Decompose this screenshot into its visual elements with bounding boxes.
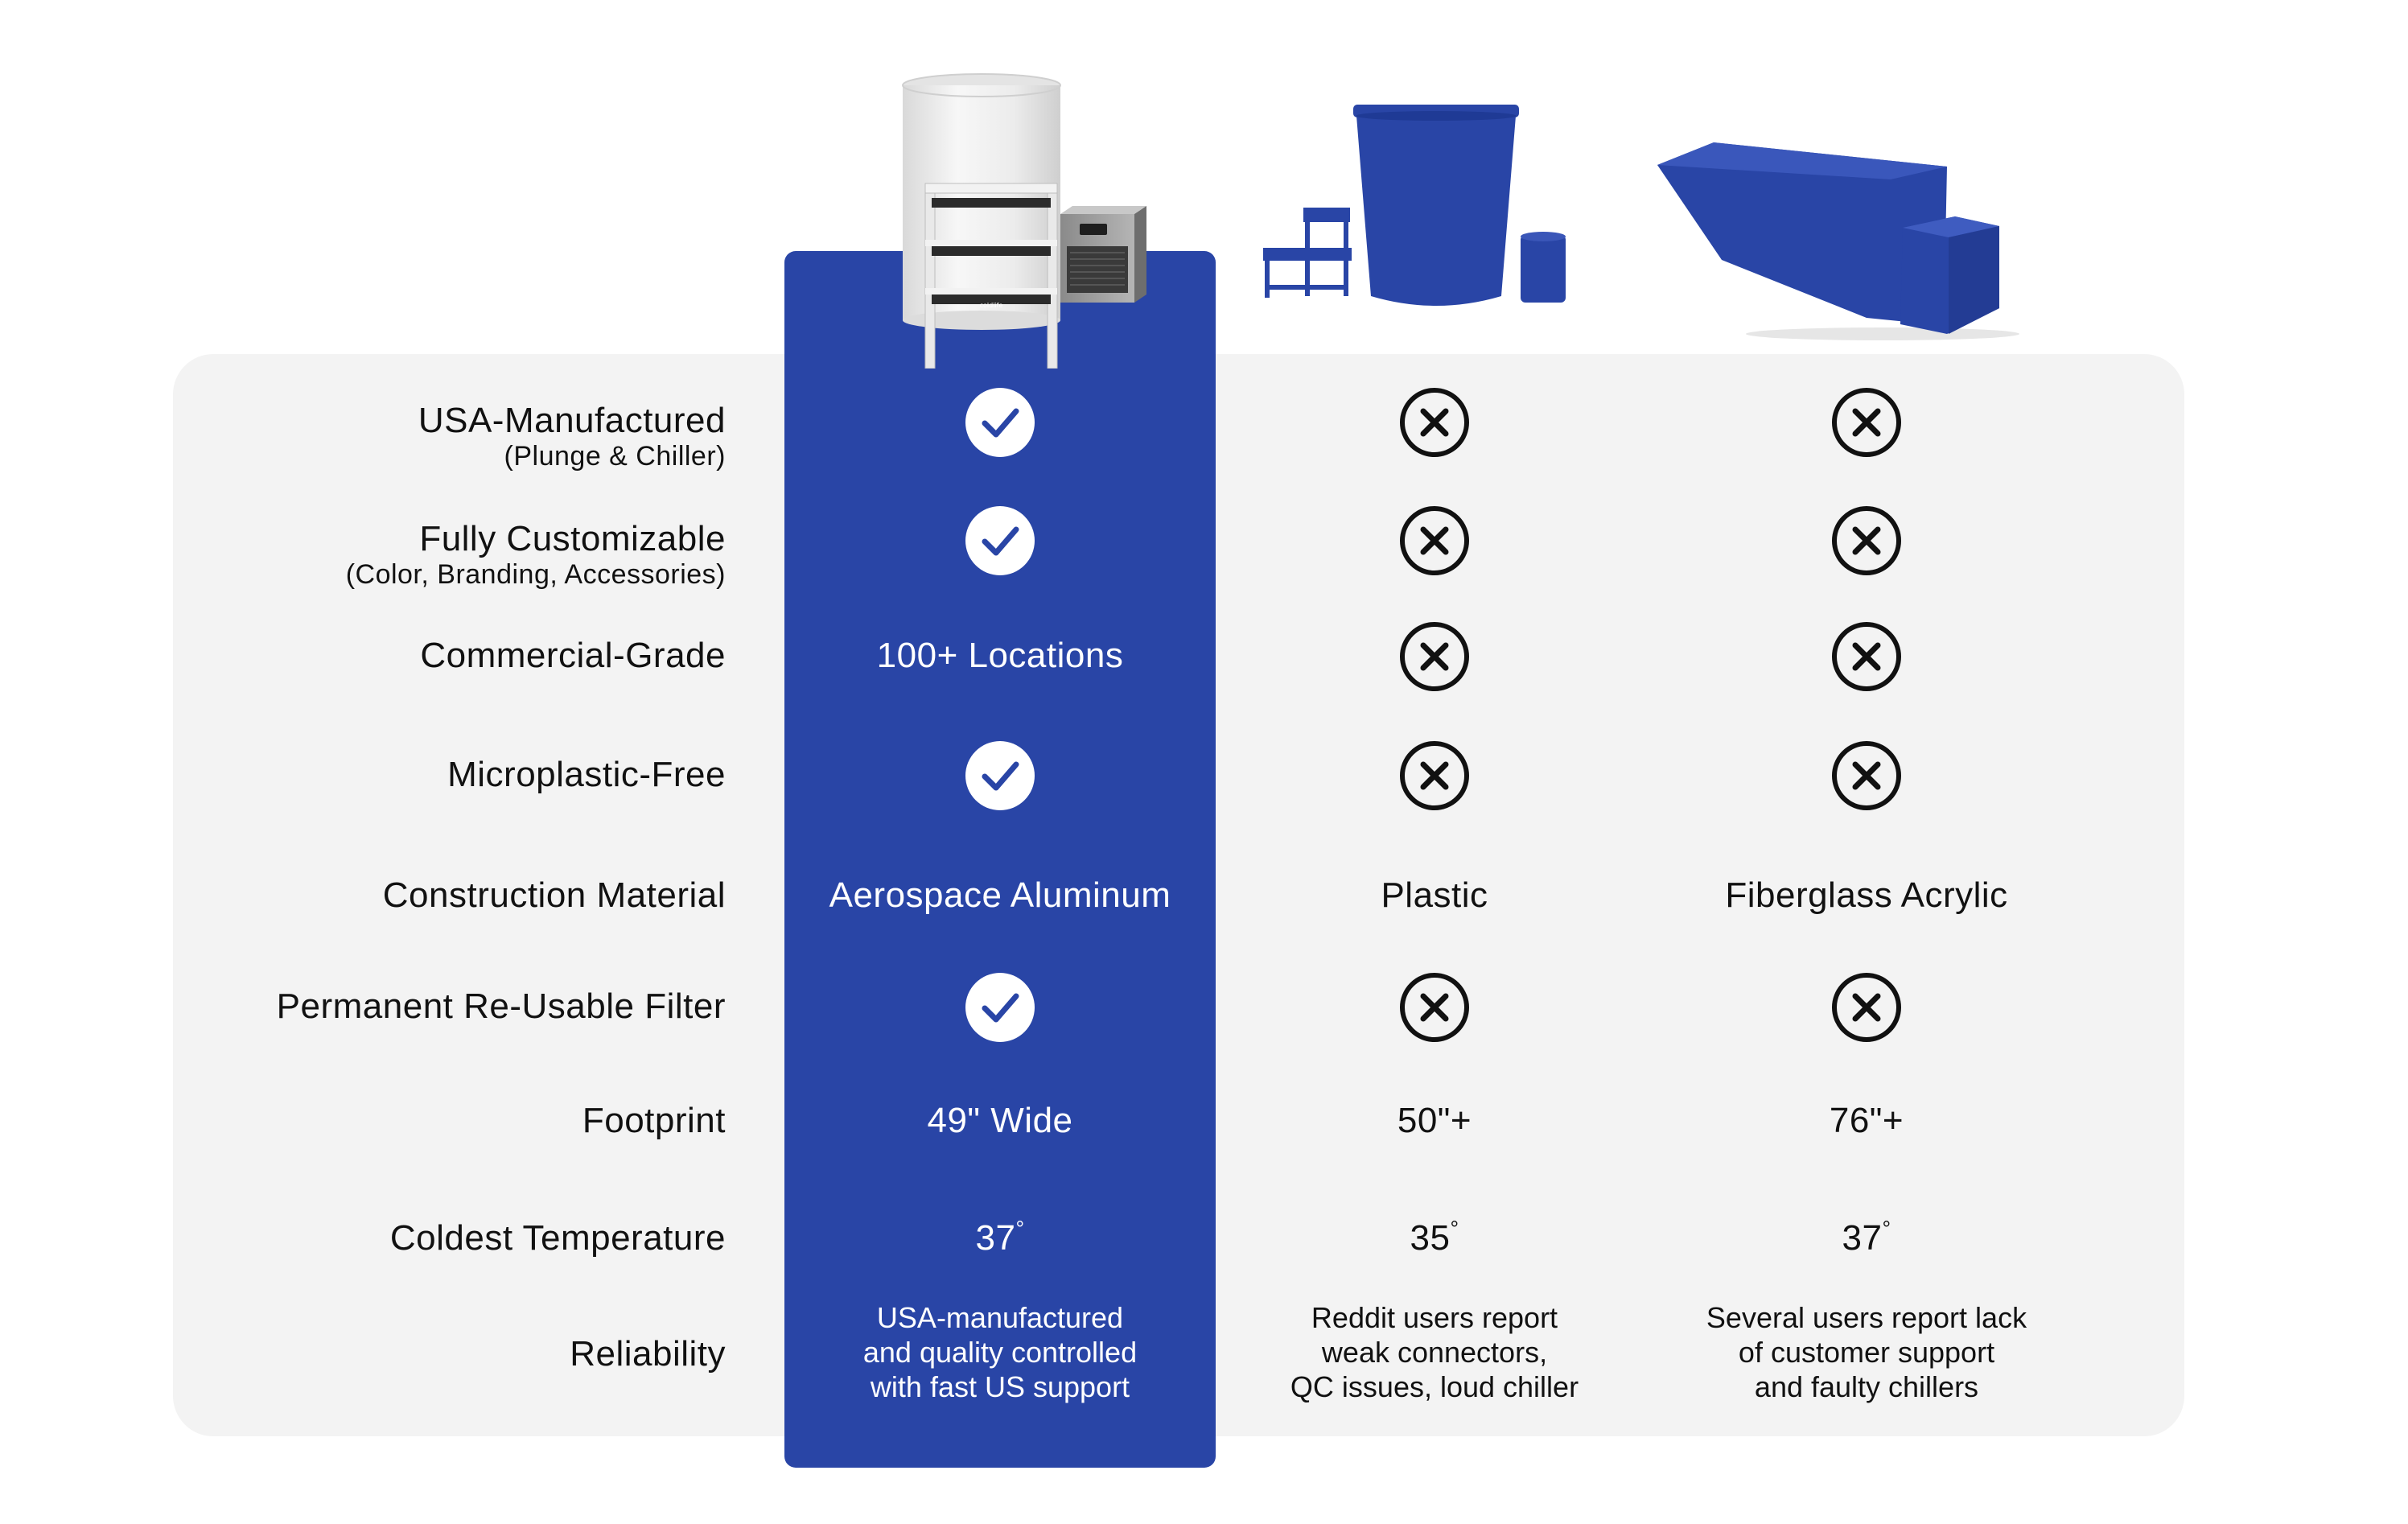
row-label-fully-customizable	[346, 519, 726, 591]
x-circle-icon	[1397, 970, 1472, 1044]
row-label-usa-manufactured	[418, 401, 726, 472]
x-circle-icon	[1397, 739, 1472, 813]
x-circle-icon	[1830, 970, 1904, 1044]
degree-symbol: °	[1450, 1217, 1459, 1241]
label-text: Microplastic-Free	[447, 755, 726, 794]
featured-plunge-product-image	[901, 71, 1150, 369]
degree-symbol: °	[1882, 1217, 1891, 1241]
reliability-line: of customer support	[1738, 1336, 1995, 1369]
cell-fiberglass-temperature	[1651, 1218, 2082, 1258]
x-circle-icon	[1397, 385, 1472, 459]
check-circle-icon	[963, 385, 1037, 459]
row-label-microplastic-free	[447, 755, 726, 795]
x-circle-icon	[1830, 385, 1904, 459]
cell-featured-commercial: 100+ Locations	[876, 636, 1124, 675]
label-text: Reliability	[570, 1334, 726, 1374]
reliability-line: with fast US support	[870, 1370, 1130, 1403]
check-circle-icon	[963, 739, 1037, 813]
reliability-line: USA-manufactured	[876, 1301, 1124, 1334]
label-text: Construction Material	[382, 875, 726, 915]
cell-plastic-reliability	[1219, 1300, 1650, 1404]
check-circle-icon	[963, 504, 1037, 578]
label-text: Fully Customizable	[419, 519, 726, 558]
cell-fiberglass-reliability	[1651, 1300, 2082, 1404]
cell-featured-material: Aerospace Aluminum	[829, 875, 1171, 915]
cell-featured-footprint: 49" Wide	[927, 1101, 1073, 1140]
cell-plastic-footprint: 50"+	[1397, 1101, 1472, 1140]
label-text: USA-Manufactured	[418, 401, 726, 440]
reliability-line: and quality controlled	[862, 1336, 1138, 1369]
cell-fiberglass-material: Fiberglass Acrylic	[1725, 875, 2008, 915]
temp-value: 37	[975, 1218, 1016, 1258]
row-label-construction-material	[383, 875, 726, 916]
x-circle-icon	[1397, 504, 1472, 578]
row-label-footprint	[582, 1101, 726, 1141]
x-circle-icon	[1830, 739, 1904, 813]
cell-featured-temperature	[784, 1218, 1216, 1258]
cell-featured-reliability	[784, 1300, 1216, 1404]
reliability-line: Several users report lack	[1706, 1301, 2027, 1334]
temp-value: 35	[1410, 1218, 1451, 1258]
reliability-line: and faulty chillers	[1754, 1370, 1979, 1403]
label-text: Footprint	[582, 1101, 726, 1140]
product-logo-text: coldlife	[979, 302, 1003, 309]
fiberglass-tub-product-image	[1657, 133, 2027, 342]
cell-plastic-temperature	[1219, 1218, 1650, 1258]
label-subtext: (Color, Branding, Accessories)	[345, 559, 726, 590]
label-text: Permanent Re-Usable Filter	[276, 986, 726, 1026]
x-circle-icon	[1397, 620, 1472, 694]
row-label-reliability	[570, 1334, 726, 1374]
row-label-commercial-grade	[420, 636, 726, 676]
degree-symbol: °	[1015, 1217, 1025, 1241]
cell-fiberglass-footprint: 76"+	[1829, 1101, 1904, 1140]
label-text: Coldest Temperature	[389, 1218, 726, 1258]
plastic-tub-product-image	[1263, 105, 1569, 318]
cell-plastic-material: Plastic	[1381, 875, 1488, 915]
label-subtext: (Plunge & Chiller)	[504, 441, 726, 472]
temp-value: 37	[1842, 1218, 1883, 1258]
x-circle-icon	[1830, 504, 1904, 578]
reliability-line: weak connectors,	[1321, 1336, 1548, 1369]
row-label-reusable-filter	[277, 986, 726, 1027]
label-text: Commercial-Grade	[420, 636, 726, 675]
x-circle-icon	[1830, 620, 1904, 694]
reliability-line: QC issues, loud chiller	[1290, 1370, 1579, 1403]
reliability-line: Reddit users report	[1311, 1301, 1558, 1334]
check-circle-icon	[963, 970, 1037, 1044]
row-label-coldest-temperature	[390, 1218, 726, 1258]
